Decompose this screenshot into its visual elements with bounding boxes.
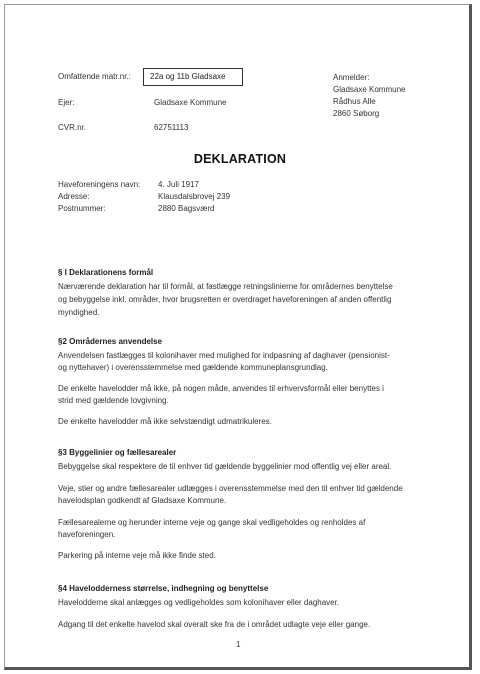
paragraph-line: Havelodderne skal anlægges og vedligeholdes som kolonihaver eller daghaver. <box>58 598 340 607</box>
paragraph-line: havelodsplan godkendt af Gladsaxe Kommune. <box>58 496 227 505</box>
paragraph-line: myndighed. <box>58 308 100 317</box>
applicant-line: 2860 Søborg <box>333 109 380 118</box>
cvr-value: 62751113 <box>154 123 189 132</box>
paragraph-line: Bebyggelse skal respektere de til enhver tid gældende byggelinier mod offentlig vej eller areal. <box>58 462 392 471</box>
address-label: Adresse: <box>58 192 90 201</box>
paragraph-line: De enkelte havelodder må ikke selvstændigt udmatrikuleres. <box>58 417 272 426</box>
section-heading: §4 Havelodderness størrelse, indhegning og benyttelse <box>58 584 269 593</box>
postal-value: 2880 Bagsværd <box>158 204 215 213</box>
paragraph-line: Parkering på interne veje må ikke finde sted. <box>58 551 216 560</box>
matr-value-box: 22a og 11b Gladsaxe <box>143 68 243 86</box>
paragraph-line: og nyttehaver) i overensstemmelse med gældende kommuneplansgrundlag. <box>58 363 328 372</box>
address-value: Klausdalsbrovej 239 <box>158 192 231 201</box>
paragraph-line: Fællesarealerne og herunder interne veje og gange skal vedligeholdes og renholdes af <box>58 518 366 527</box>
paragraph-line: Anvendelsen fastlægges til kolonihaver med mulighed for indpasning af daghaver (pensionist- <box>58 351 390 360</box>
applicant-line: Rådhus Alle <box>333 97 376 106</box>
owner-value: Gladsaxe Kommune <box>154 98 227 107</box>
paragraph-line: haveforeningen. <box>58 530 116 539</box>
paragraph-line: De enkelte havelodder må ikke, på nogen måde, anvendes til erhvervsformål eller benyttes i <box>58 384 384 393</box>
matr-label: Omfattende matr.nr.: <box>58 72 131 81</box>
paragraph-line: Nærværende deklaration har til formål, at fastlægge retningslinierne for områdernes benyttelse <box>58 282 393 291</box>
section-heading: §3 Byggelinier og fællesarealer <box>58 448 177 457</box>
section-heading: § I Deklarationens formål <box>58 268 154 277</box>
paragraph-line: og bebyggelse inkl. områder, hvor brugsretten er overdraget haveforeningen af anden offentlig <box>58 295 392 304</box>
paragraph-line: Adgang til det enkelte havelod skal overalt ske fra de i området udlagte veje eller gange. <box>58 620 371 629</box>
association-name-label: Haveforeningens navn: <box>58 180 141 189</box>
postal-label: Postnummer: <box>58 204 106 213</box>
applicant-line: Gladsaxe Kommune <box>333 85 406 94</box>
page-number: 1 <box>236 640 241 649</box>
owner-label: Ejer: <box>58 98 75 107</box>
paragraph-line: Veje, stier og andre fællesarealer udlægges i overensstemmelse med den til enhver tid gældende <box>58 484 403 493</box>
document-title: DEKLARATION <box>193 152 287 166</box>
section-heading: §2 Områdernes anvendelse <box>58 337 163 346</box>
cvr-label: CVR.nr. <box>58 123 87 132</box>
applicant-label: Anmelder: <box>333 73 370 82</box>
paragraph-line: strid med gældende lovgivning. <box>58 396 169 405</box>
association-name-value: 4. Juli 1917 <box>158 180 199 189</box>
